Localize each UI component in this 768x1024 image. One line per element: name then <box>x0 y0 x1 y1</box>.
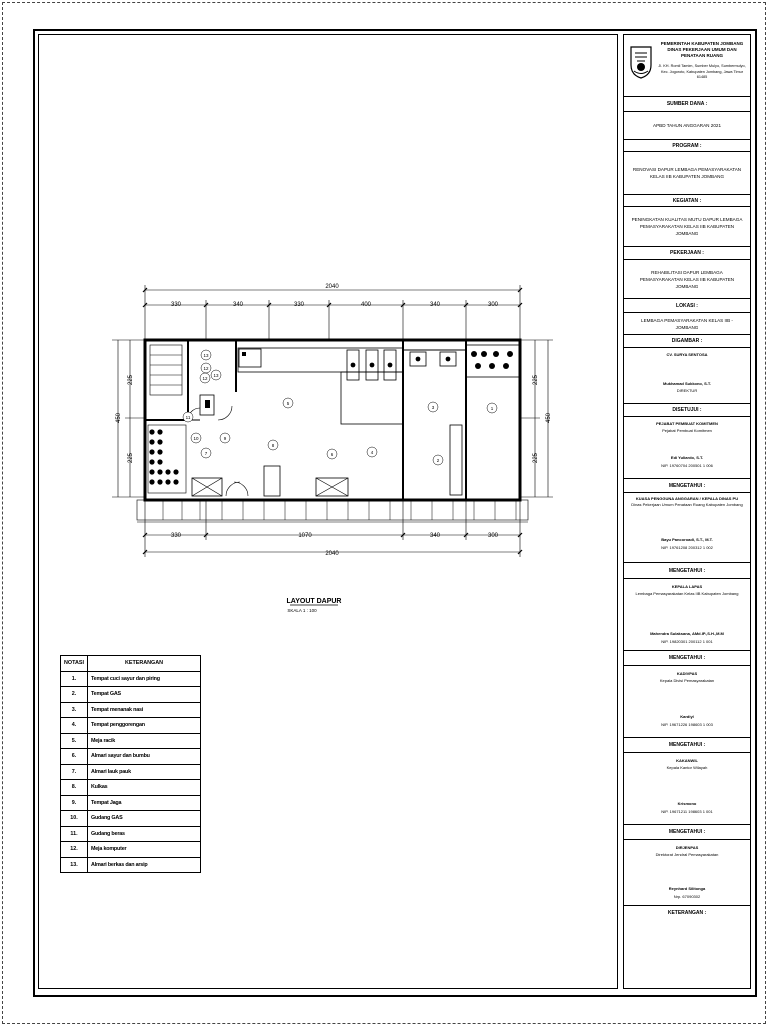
dim-right-1: 225 <box>533 374 539 386</box>
mengetahui-block-3 <box>624 666 750 738</box>
m2-name: Mahendra Sulaksana, AMd.IP.,S.H.,M.M <box>650 631 724 636</box>
legend-header <box>61 656 201 672</box>
legend-row <box>61 671 201 687</box>
mengetahui-label-3: MENGETAHUI : <box>624 651 750 666</box>
dim-bot-4: 300 <box>487 533 499 539</box>
m4-title: KAKANWIL <box>676 758 698 763</box>
legend-row <box>61 687 201 703</box>
legend-row <box>61 811 201 827</box>
legend-row <box>61 702 201 718</box>
legend-no: 4. <box>61 718 88 734</box>
disetujui-nip: NIP. 19760704 200501 1 006 <box>661 463 713 468</box>
dim-top-4: 400 <box>360 302 372 308</box>
agency-line-3: PENATAAN RUANG <box>680 53 724 58</box>
agency-line-1: PEMERINTAH KABUPATEN JOMBANG <box>660 41 744 46</box>
legend-desc: Tempat menanak nasi <box>87 702 200 718</box>
mengetahui-label-2: MENGETAHUI : <box>624 563 750 579</box>
dim-left-total: 450 <box>116 412 122 424</box>
keterangan-label: KETERANGAN : <box>667 910 707 916</box>
svg-text:11: 11 <box>185 415 191 420</box>
address-line-1: Jl. KH. Romli Tamim, Sumber Mulyo, Sumbermulyo, <box>658 64 746 68</box>
program-value: RENOVASI DAPUR LEMBAGA PEMASYARAKATAN KELAS IIB KABUPATEN JOMBANG <box>624 152 750 195</box>
mengetahui-block-2 <box>624 579 750 651</box>
svg-text:4: 4 <box>370 450 374 455</box>
svg-text:13: 13 <box>203 353 209 358</box>
title-block <box>623 34 751 989</box>
address-line-2: Kec. Jogoroto, Kabupaten Jombang, Jawa Timur 61485 <box>660 69 744 79</box>
m4-sub: Kepala Kantor Wilayah <box>666 765 708 770</box>
svg-text:9: 9 <box>223 436 227 441</box>
dim-left-2: 225 <box>128 452 134 464</box>
sumber-dana-label: SUMBER DANA : <box>624 97 750 112</box>
legend-no: 9. <box>61 795 88 811</box>
dim-right-2: 225 <box>533 452 539 464</box>
legend-col-desc: KETERANGAN <box>87 656 200 672</box>
dim-top-5: 340 <box>429 302 441 308</box>
legend-desc: Almari lauk pauk <box>87 764 200 780</box>
kegiatan-label: KEGIATAN : <box>624 195 750 207</box>
lokasi-value: LEMBAGA PEMASYARAKATAN KELAS IIB - JOMBANG <box>624 313 750 335</box>
legend-no: 3. <box>61 702 88 718</box>
plan-title: LAYOUT DAPUR <box>286 598 342 605</box>
m2-nip: NIP. 19820301 200112 1 001 <box>661 639 713 644</box>
svg-text:7: 7 <box>204 451 208 456</box>
legend-no: 12. <box>61 842 88 858</box>
tb-header <box>624 35 750 97</box>
kegiatan-value: PENINGKATAN KUALITAS MUTU DAPUR LEMBAGA PEMASYARAKATAN KELAS IIB KABUPATEN JOMBANG <box>624 207 750 247</box>
legend-no: 8. <box>61 780 88 796</box>
svg-text:13: 13 <box>213 373 219 378</box>
disetujui-label: DISETUJUI : <box>624 404 750 417</box>
svg-text:6: 6 <box>330 452 334 457</box>
legend-desc: Tempat penggorengan <box>87 718 200 734</box>
legend-row <box>61 733 201 749</box>
dim-total-top: 2040 <box>325 284 339 290</box>
disetujui-block <box>624 417 750 479</box>
digambar-name: Mukhamad Sukkono, S.T. <box>662 381 711 386</box>
mengetahui-label-1: MENGETAHUI : <box>624 479 750 493</box>
svg-text:8: 8 <box>271 443 275 448</box>
legend-no: 10. <box>61 811 88 827</box>
mengetahui-block-5 <box>624 840 750 906</box>
dim-bot-3: 340 <box>429 533 441 539</box>
jombang-emblem-icon <box>629 45 653 79</box>
agency-line-2: DINAS PEKERJAAN UMUM DAN <box>667 47 737 52</box>
disetujui-name: Edi Yuliardo, S.T. <box>670 455 704 460</box>
svg-text:2: 2 <box>436 458 440 463</box>
mengetahui-label-4: MENGETAHUI : <box>624 738 750 753</box>
legend-desc: Meja racik <box>87 733 200 749</box>
m1-title: KUASA PENGGUNA ANGGARAN / KEPALA DINAS PU <box>635 496 739 501</box>
lokasi-label: LOKASI : <box>624 299 750 313</box>
legend-row <box>61 857 201 873</box>
legend-no: 7. <box>61 764 88 780</box>
m3-sub: Kepala Divisi Pemasyarakatan <box>659 678 715 683</box>
m1-nip: NIP. 19761208 200312 1 002 <box>661 545 713 550</box>
legend-row <box>61 795 201 811</box>
sumber-dana-value: APBD TAHUN ANGGARAN 2021 <box>624 112 750 140</box>
legend-no: 1. <box>61 671 88 687</box>
legend-table <box>60 655 201 873</box>
legend-desc: Gudang GAS <box>87 811 200 827</box>
pekerjaan-value: REHABILITASI DAPUR LEMBAGA PEMASYARAKATAN KELAS IIB KABUPATEN JOMBANG <box>624 260 750 299</box>
legend-desc: Tempat Jaga <box>87 795 200 811</box>
dim-left-1: 225 <box>128 374 134 386</box>
svg-text:3: 3 <box>431 405 435 410</box>
legend-desc: Gudang beras <box>87 826 200 842</box>
m3-nip: NIP. 19671226 198603 1 003 <box>661 722 713 727</box>
legend-row <box>61 764 201 780</box>
legend-desc: Tempat GAS <box>87 687 200 703</box>
dim-right-total: 450 <box>546 412 552 424</box>
m4-nip: NIP. 19671211 198603 1 001 <box>661 809 713 814</box>
legend-desc: Meja komputer <box>87 842 200 858</box>
legend-desc: Tempat cuci sayur dan piring <box>87 671 200 687</box>
legend-row <box>61 826 201 842</box>
svg-text:5: 5 <box>286 401 290 406</box>
legend-no: 2. <box>61 687 88 703</box>
svg-text:12: 12 <box>202 376 208 381</box>
pekerjaan-label: PEKERJAAN : <box>624 247 750 260</box>
m1-sub: Dinas Pekerjaan Umum Penataan Ruang Kabupaten Jombang <box>631 502 743 507</box>
mengetahui-block-4 <box>624 753 750 825</box>
m3-title: KADIVPAS <box>676 671 698 676</box>
dim-top-3: 330 <box>293 302 305 308</box>
digambar-company: CV. SURYA SENTOSA <box>666 352 708 357</box>
dim-bot-2: 1070 <box>298 533 312 539</box>
program-label: PROGRAM : <box>624 140 750 152</box>
mengetahui-block-1 <box>624 493 750 563</box>
dim-top-2: 340 <box>232 302 244 308</box>
dim-top-1: 330 <box>170 302 182 308</box>
svg-text:1: 1 <box>490 406 494 411</box>
m4-name: Krismono <box>677 801 697 806</box>
svg-text:10: 10 <box>193 436 199 441</box>
legend-row <box>61 749 201 765</box>
m2-title: KEPALA LAPAS <box>671 584 703 589</box>
legend-no: 13. <box>61 857 88 873</box>
m3-name: Kardiyl <box>680 714 694 719</box>
digambar-role: DIREKTUR <box>676 388 698 393</box>
mengetahui-label-5: MENGETAHUI : <box>624 825 750 840</box>
dim-top-6: 300 <box>487 302 499 308</box>
legend-desc: Almari berkas dan arsip <box>87 857 200 873</box>
dim-bot-1: 330 <box>170 533 182 539</box>
m2-sub: Lembaga Pemasyarakatan Kelas IIB Kabupaten Jombang <box>635 591 739 596</box>
dim-total-bottom: 2040 <box>325 551 339 557</box>
svg-text:12: 12 <box>203 366 209 371</box>
legend-desc: Kulkas <box>87 780 200 796</box>
legend-no: 11. <box>61 826 88 842</box>
m1-name: Bayu Pancoroadi, S.T., M.T. <box>661 537 713 542</box>
disetujui-sub: Pejabat Pembuat Komitmen <box>662 428 712 433</box>
plan-scale: SKALA 1 : 100 <box>287 608 317 613</box>
m5-name: Reynhard Silitonga <box>668 886 706 891</box>
m5-sub: Direktorat Jendral Pemasyarakatan <box>655 852 719 857</box>
legend-desc: Almari sayur dan bumbu <box>87 749 200 765</box>
legend-col-no: NOTASI <box>61 656 88 672</box>
disetujui-title: PEJABAT PEMBUAT KOMITMEN <box>656 421 718 426</box>
digambar-block <box>624 348 750 404</box>
digambar-label: DIGAMBAR : <box>624 335 750 348</box>
legend-row <box>61 718 201 734</box>
m5-title: DIRJENPAS <box>675 845 699 850</box>
legend-row <box>61 780 201 796</box>
m5-nip: Nrp. 67090302 <box>673 894 701 899</box>
legend-row <box>61 842 201 858</box>
legend-no: 6. <box>61 749 88 765</box>
legend-no: 5. <box>61 733 88 749</box>
